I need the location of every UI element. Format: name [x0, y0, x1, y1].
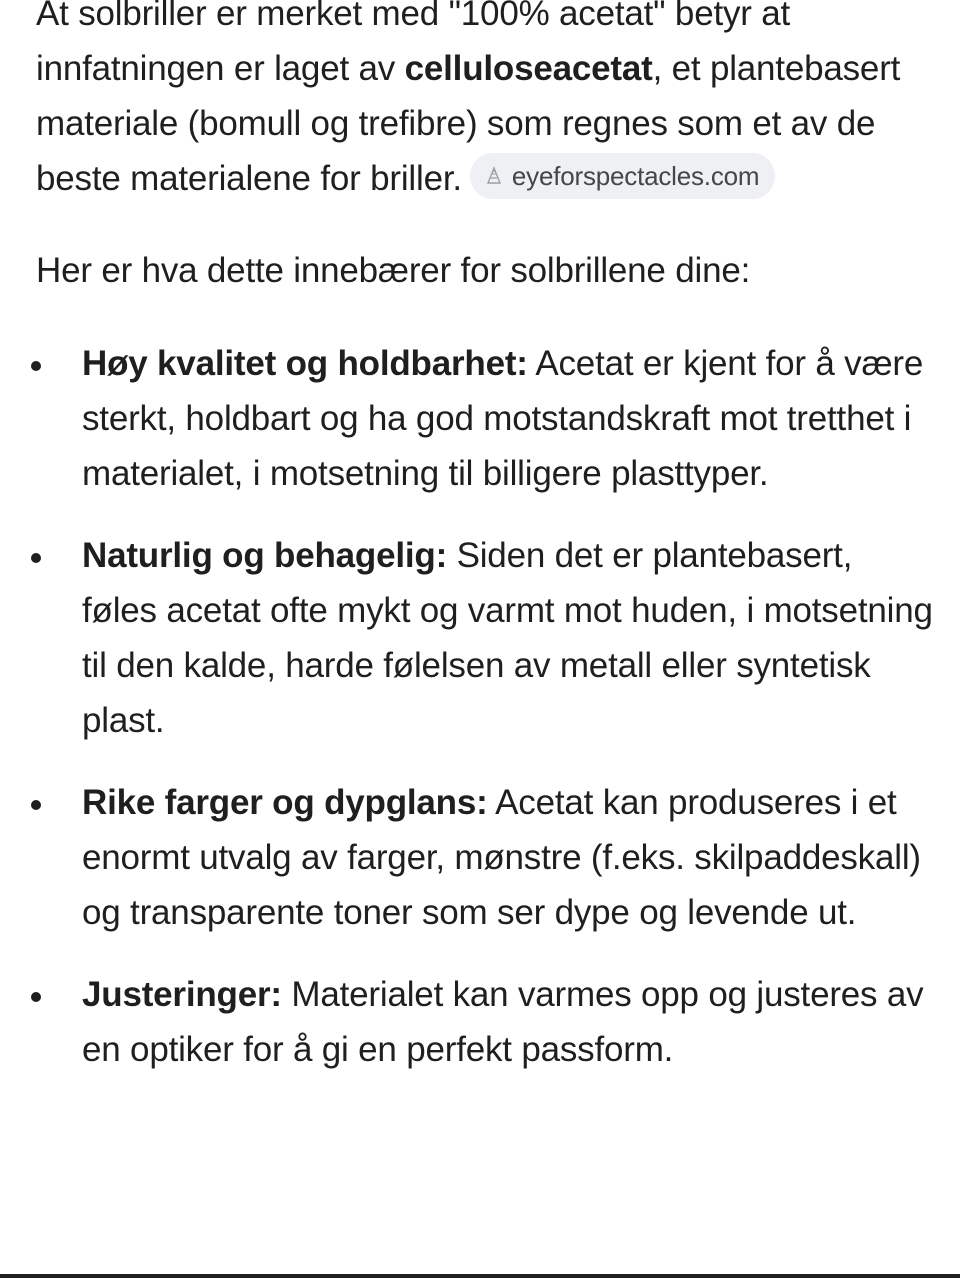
benefits-list — [36, 336, 936, 1077]
bullet-dot — [31, 992, 41, 1002]
bullet-dot — [31, 800, 41, 810]
list-item-text: Acetat kan produseres i et enormt utvalg av farger, mønstre (f.eks. skilpaddeskall) og transparente toner som ser dype og levende ut. — [82, 783, 921, 932]
source-chip-link[interactable] — [470, 153, 775, 199]
bottom-divider — [0, 1274, 960, 1278]
source-chip-label: eyeforspectacles.com — [511, 161, 760, 191]
list-item-text: Siden det er plantebasert, føles acetat ofte mykt og varmt mot huden, i motsetning til den kalde, harde følelsen av metall eller syntetisk plast. — [82, 536, 933, 740]
ai-answer-content — [36, 0, 936, 1104]
intro-text-start: At solbriller er merket med "100% acetat" betyr at innfatningen er laget av — [36, 0, 791, 88]
bullet-dot — [31, 361, 41, 371]
lead-paragraph: Her er hva dette innebærer for solbrillene dine: — [36, 251, 751, 290]
intro-paragraph — [36, 0, 936, 206]
website-favicon-icon — [484, 166, 504, 186]
list-item — [36, 775, 936, 940]
list-item-heading: Rike farger og dypglans: — [82, 783, 488, 822]
list-item-heading: Høy kvalitet og holdbarhet: — [82, 344, 528, 383]
intro-text-end: , et plantebasert materiale (bomull og trefibre) som regnes som et av de beste materialene for briller. — [36, 49, 901, 198]
list-item-text: Materialet kan varmes opp og justeres av en optiker for å gi en perfekt passform. — [82, 975, 924, 1069]
list-item — [36, 336, 936, 501]
bullet-dot — [31, 553, 41, 563]
list-item — [36, 967, 936, 1077]
list-item-heading: Naturlig og behagelig: — [82, 536, 448, 575]
intro-bold-term: celluloseacetat — [404, 49, 653, 88]
list-item-heading: Justeringer: — [82, 975, 282, 1014]
list-item — [36, 528, 936, 748]
list-item-text: Acetat er kjent for å være sterkt, holdbart og ha god motstandskraft mot tretthet i materialet, i motsetning til billigere plasttyper. — [82, 344, 924, 493]
